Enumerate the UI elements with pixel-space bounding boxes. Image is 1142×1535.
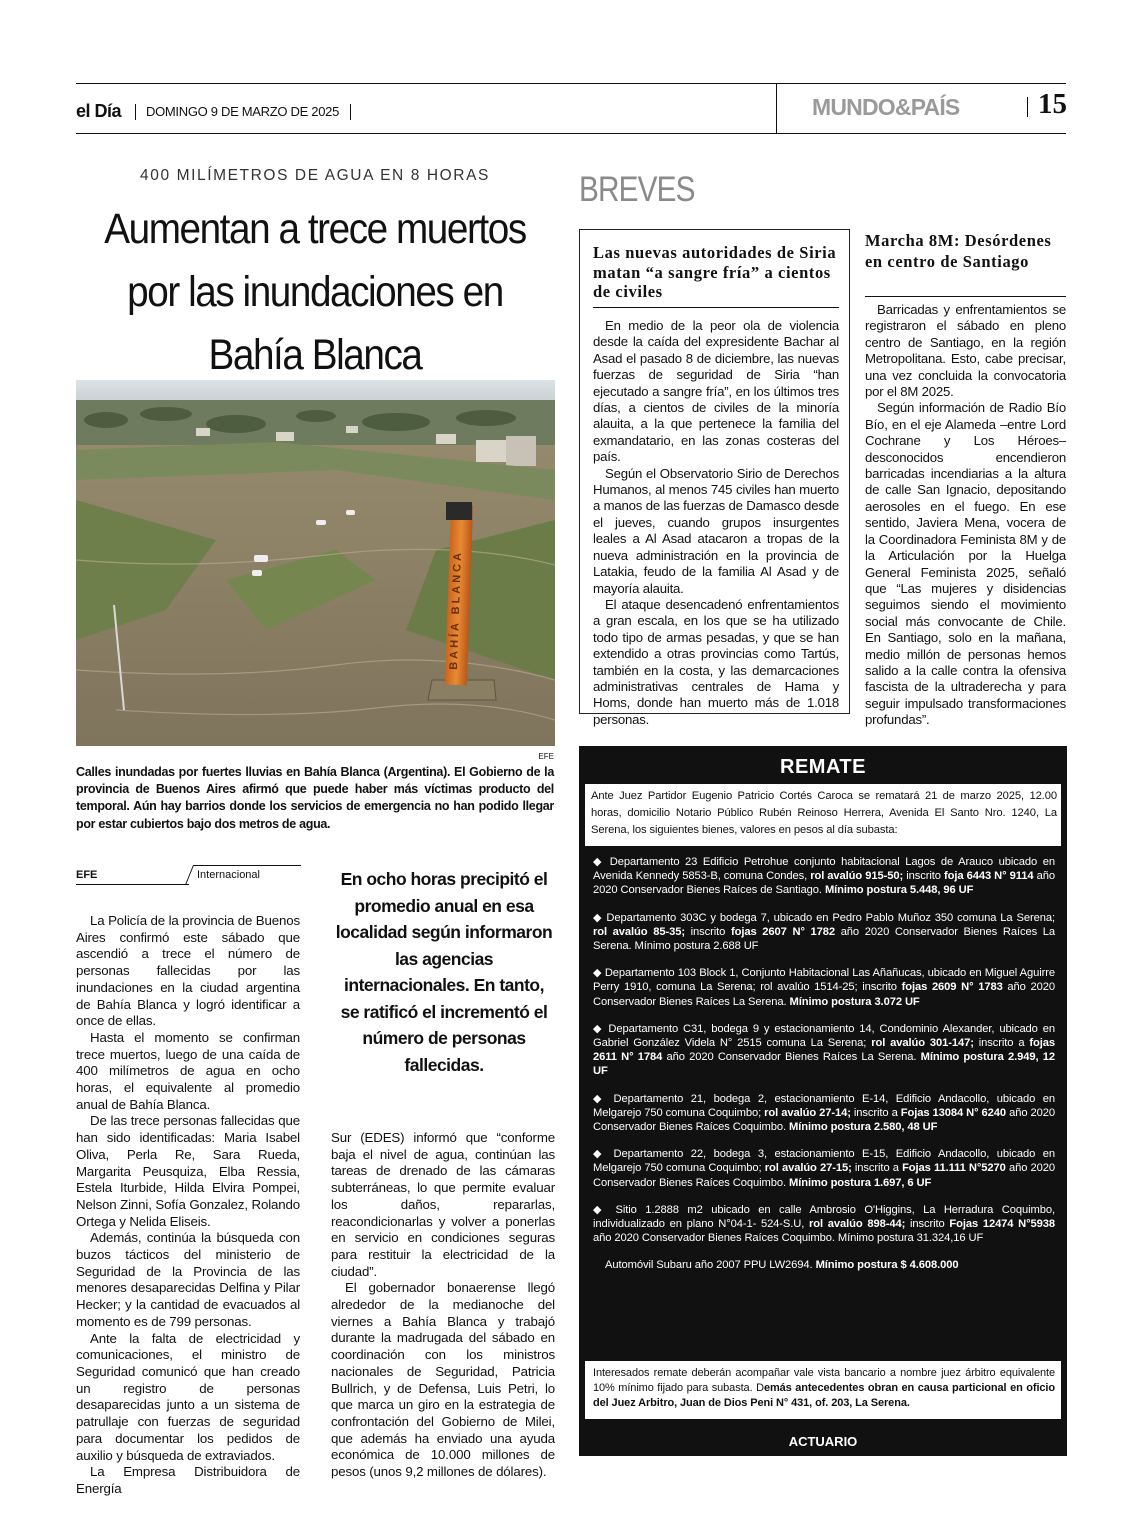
paragraph: Barricadas y enfrentamientos se registraron el sábado en pleno centro de Santiago, en la región Metropolitana. Esto, cabe precisar, una vez concluida la convocatoria por el 8M 2025. — [865, 302, 1066, 400]
remate-intro: Ante Juez Partidor Eugenio Patricio Cortés Caroca se rematará 21 de marzo 2025, 12.00 horas, domicilio Notario Público Rubén Reinoso Herrera, Avenida El Santo Nro. 1240, La Serena, los siguientes bienes, valores en pesos al día subasta: — [591, 790, 1057, 836]
photo-caption: Calles inundadas por fuertes lluvias en Bahía Blanca (Argentina). El Gobierno de la provincia de Buenos Aires afirmó que puede haber más víctimas producto del temporal. Aún hay barrios donde los servicios de emergencia no han podido llegar por estar cubiertos bajo dos metros de agua. — [76, 765, 554, 831]
article-column-1 — [76, 913, 300, 1498]
remate-item: ◆ Departamento C31, bodega 9 y estacionamiento 14, Condominio Alexander, ubicado en Gabriel González Videla N° 2515 comuna La Serena; rol avalúo 301-147; inscrito a fojas 2611 N° 1784 año 2020 Conservador Bienes Raíces La Serena. Mínimo postura 2.949, 12 UF — [593, 1022, 1055, 1078]
paragraph: En medio de la peor ola de violencia desde la caída del expresidente Bachar al Asad el pasado 8 de diciembre, las nuevas fuerzas de seguridad de Siria “han ejecutado a sangre fría”, en los últimos tres días, a cientos de civiles de la minoría alauita, a la que pertenece la familia del exmandatario, en las zonas costeras del país. — [593, 318, 839, 465]
paragraph: De las trece personas fallecidas que han sido identificadas: Maria Isabel Oliva, Perla Re, Sara Rueda, Margarita Peusquiza, Elba Ressia, Estela Iturbide, Hilda Elvira Pompei, Nelson Zinni, Sofía Gonzalez, Rolando Ortega y Nelida Eliseis. — [76, 1113, 300, 1229]
page-number: 15 — [1038, 88, 1067, 120]
breve-marcha-body — [865, 302, 1066, 729]
paragraph: Sur (EDES) informó que “conforme baja el nivel de agua, continúan las tareas de drenado de las cámaras subterráneas, lo que permite evaluar los daños, repararlas, reacondicionarlas y volver a ponerlas en servicio en condiciones seguras para restituir la electricidad de la ciudad”. — [331, 1130, 555, 1279]
header-divider — [776, 83, 777, 134]
byline-rule — [76, 884, 189, 885]
remate-item: ◆ Departamento 103 Block 1, Conjunto Habitacional Las Añañucas, ubicado en Miguel Aguirre Perry 1910, comuna La Serena; rol avalúo 1514-25; inscrito fojas 2609 N° 1783 año 2020 Conservador Bienes Raíces La Serena. Mínimo postura 3.072 UF — [593, 967, 1055, 1008]
remate-item: ◆ Departamento 22, bodega 3, estacionamiento E-15, Edificio Andacollo, ubicado en Melgarejo 750 comuna Coquimbo; rol avalúo 27-15; inscrito a Fojas 11.111 N°5270 año 2020 Conservador Bienes Raíces Coquimbo. Mínimo postura 1.697, 6 UF — [593, 1148, 1056, 1189]
byline-slant — [185, 865, 194, 885]
paragraph: Según información de Radio Bío Bío, en el eje Alameda –entre Lord Cochrane y Los Héroes– desconocidos encendieron barricadas incendiarias a la altura de calle San Ignacio, depositando aerosoles en el fuego. En ese sentido, Javiera Mena, vocera de la Coordinadora Feminista 8M y de la Articulación por la Huelga General Feminista 2025, señaló que “Las mujeres y disidencias seguimos siendo el movimiento social más convocante de Chile. En Santiago, solo en la mañana, medio millón de personas hemos salido a la calle contra la ofensiva fascista de la ultraderecha y para seguir impulsado transformaciones profundas”. — [865, 400, 1066, 728]
section-tag: Internacional — [197, 869, 260, 881]
remate-title: REMATE — [780, 756, 866, 778]
header-separator — [350, 104, 351, 120]
remate-signature: ACTUARIO — [788, 1434, 858, 1449]
breves-label: BREVES — [579, 170, 695, 209]
headline-line: Bahía Blanca — [208, 331, 422, 379]
flood-photo-illustration — [76, 380, 555, 746]
remate-item: ◆ Sitio 1.2888 m2 ubicado en calle Ambrosio O'Higgins, La Herradura Coquimbo, individualizado en plano N°04-1- 524-S.U, rol avalúo 898-44; inscrito Fojas 12474 N°5938 año 2020 Conservador Bienes Raíces Coquimbo. Mínimo postura 31.324,16 UF — [593, 1203, 1056, 1245]
issue-date: DOMINGO 9 DE MARZO DE 2025 — [146, 104, 340, 119]
paragraph: Ante la falta de electricidad y comunicaciones, el ministro de Seguridad comunicó que han creado un registro de personas desaparecidas junto a un sistema de patrullaje con fuerzas de seguridad para documentar los pedidos de auxilio y búsqueda de extraviados. — [76, 1330, 300, 1463]
paragraph: Según el Observatorio Sirio de Derechos Humanos, al menos 745 civiles han muerto a manos de las fuerzas de Damasco desde el jueves, cuando grupos insurgentes leales a Al Asad atacaron a tropas de la nueva administración en la provincia de Latakia, feudo de la familia Al Asad y de mayoría alauita. — [593, 465, 839, 596]
breve-siria-title: Las nuevas autoridades de Siria matan “a sangre fría” a cientos de civiles — [593, 243, 837, 301]
paragraph: El gobernador bonaerense llegó alrededor de la medianoche del viernes a Bahía Blanca y trabajó durante la madrugada del sábado en coordinación con los ministros nacionales de Seguridad, Patricia Bullrich, y de Defensa, Luis Petri, lo que marca un giro en la estrategia de confrontación del Gobierno de Milei, que además ha enviado una ayuda económica de 10.000 millones de pesos (unos 9,2 millones de dólares). — [331, 1280, 555, 1480]
breve-rule — [593, 307, 839, 308]
remate-item: ◆ Departamento 303C y bodega 7, ubicado en Pedro Pablo Muñoz 350 comuna La Serena; rol avalúo 85-35; inscrito fojas 2607 N° 1782 año 2020 Conservador Bienes Raíces La Serena. Mínimo postura 2.688 UF — [593, 911, 1056, 953]
header-separator — [1027, 97, 1028, 117]
article-column-2 — [331, 1130, 555, 1481]
paragraph: El ataque desencadenó enfrentamientos a gran escala, en los que se ha utilizado todo tipo de armas pesadas, y que se han extendido a otras provincias como Tartús, también en la costa, y las demarcaciones administrativas centrales de Hama y Homs, donde han muerto más de 1.018 personas. — [593, 596, 839, 727]
breve-siria-body — [593, 318, 839, 728]
remate-auto: Automóvil Subaru año 2007 PPU LW2694. Mínimo postura $ 4.608.000 — [605, 1259, 959, 1272]
newspaper-logo: el Día — [76, 101, 122, 121]
remate-items — [593, 855, 1055, 1286]
breve-rule — [865, 296, 1066, 297]
headline — [95, 198, 536, 387]
remate-item: ◆ Departamento 21, bodega 2, estacionamiento E-14, Edificio Andacollo, ubicado en Melgarejo 750 comuna Coquimbo; rol avalúo 27-14; inscrito a Fojas 13084 N° 6240 año 2020 Conservador Bienes Raíces Coquimbo. Mínimo postura 2.580, 48 UF — [593, 1092, 1055, 1134]
byline-rule — [193, 865, 301, 866]
byline: EFE — [76, 869, 98, 881]
kicker: 400 MILÍMETROS DE AGUA EN 8 HORAS — [140, 167, 490, 184]
remate-footer-note: Interesados remate deberán acompañar vale vista bancario a nombre juez árbitro equivalente 10% mínimo fijado para subasta. Demás antecedentes obran en causa particional en oficio del Juez Arbitro, Juan de Dios Peni N° 431, of. 203, La Serena. — [593, 1367, 1055, 1409]
paragraph: La Empresa Distribuidora de Energía — [76, 1464, 300, 1496]
headline-line: Aumentan a trece muertos — [104, 205, 526, 253]
header-top-rule — [76, 83, 1066, 84]
remate-item: ◆ Departamento 23 Edificio Petrohue conjunto habitacional Lagos de Arauco ubicado en Avenida Kennedy 5853-B, comuna Condes, rol avalúo 915-50; inscrito foja 6443 N° 9114 año 2020 Conservador Bienes Raíces de Santiago. Mínimo postura 5.448, 96 UF — [593, 856, 1056, 897]
section-name: MUNDO&PAÍS — [812, 94, 960, 120]
paragraph: La Policía de la provincia de Buenos Aires confirmó este sábado que ascendió a trece el número de personas fallecidas por las inundaciones en la ciudad argentina de Bahía Blanca y logró identificar a once de ellas. — [76, 913, 300, 1029]
header-bottom-rule — [76, 133, 1066, 134]
breve-marcha-title: Marcha 8M: Desórdenes en centro de Santiago — [865, 231, 1052, 271]
flood-photo — [76, 380, 555, 746]
pullquote: En ocho horas precipitó el promedio anual en esa localidad según informaron las agencias internacionales. En tanto, se ratificó el incrementó el número de personas fallecidas. — [335, 869, 553, 1075]
photo-sign-text: BAHÍA BLANCA — [447, 549, 465, 671]
photo-credit: EFE — [538, 752, 554, 761]
headline-line: por las inundaciones en — [127, 268, 503, 316]
paragraph: Además, continúa la búsqueda con buzos tácticos del ministerio de Seguridad de la Provincia de las menores desaparecidas Delfina y Pilar Hecker; y la cantidad de evacuados al momento es de 799 personas. — [76, 1230, 300, 1329]
header-separator — [135, 104, 136, 120]
paragraph: Hasta el momento se confirman trece muertos, luego de una caída de 400 milímetros de agua en ocho horas, el equivalente al promedio anual de Bahía Blanca. — [76, 1029, 300, 1112]
